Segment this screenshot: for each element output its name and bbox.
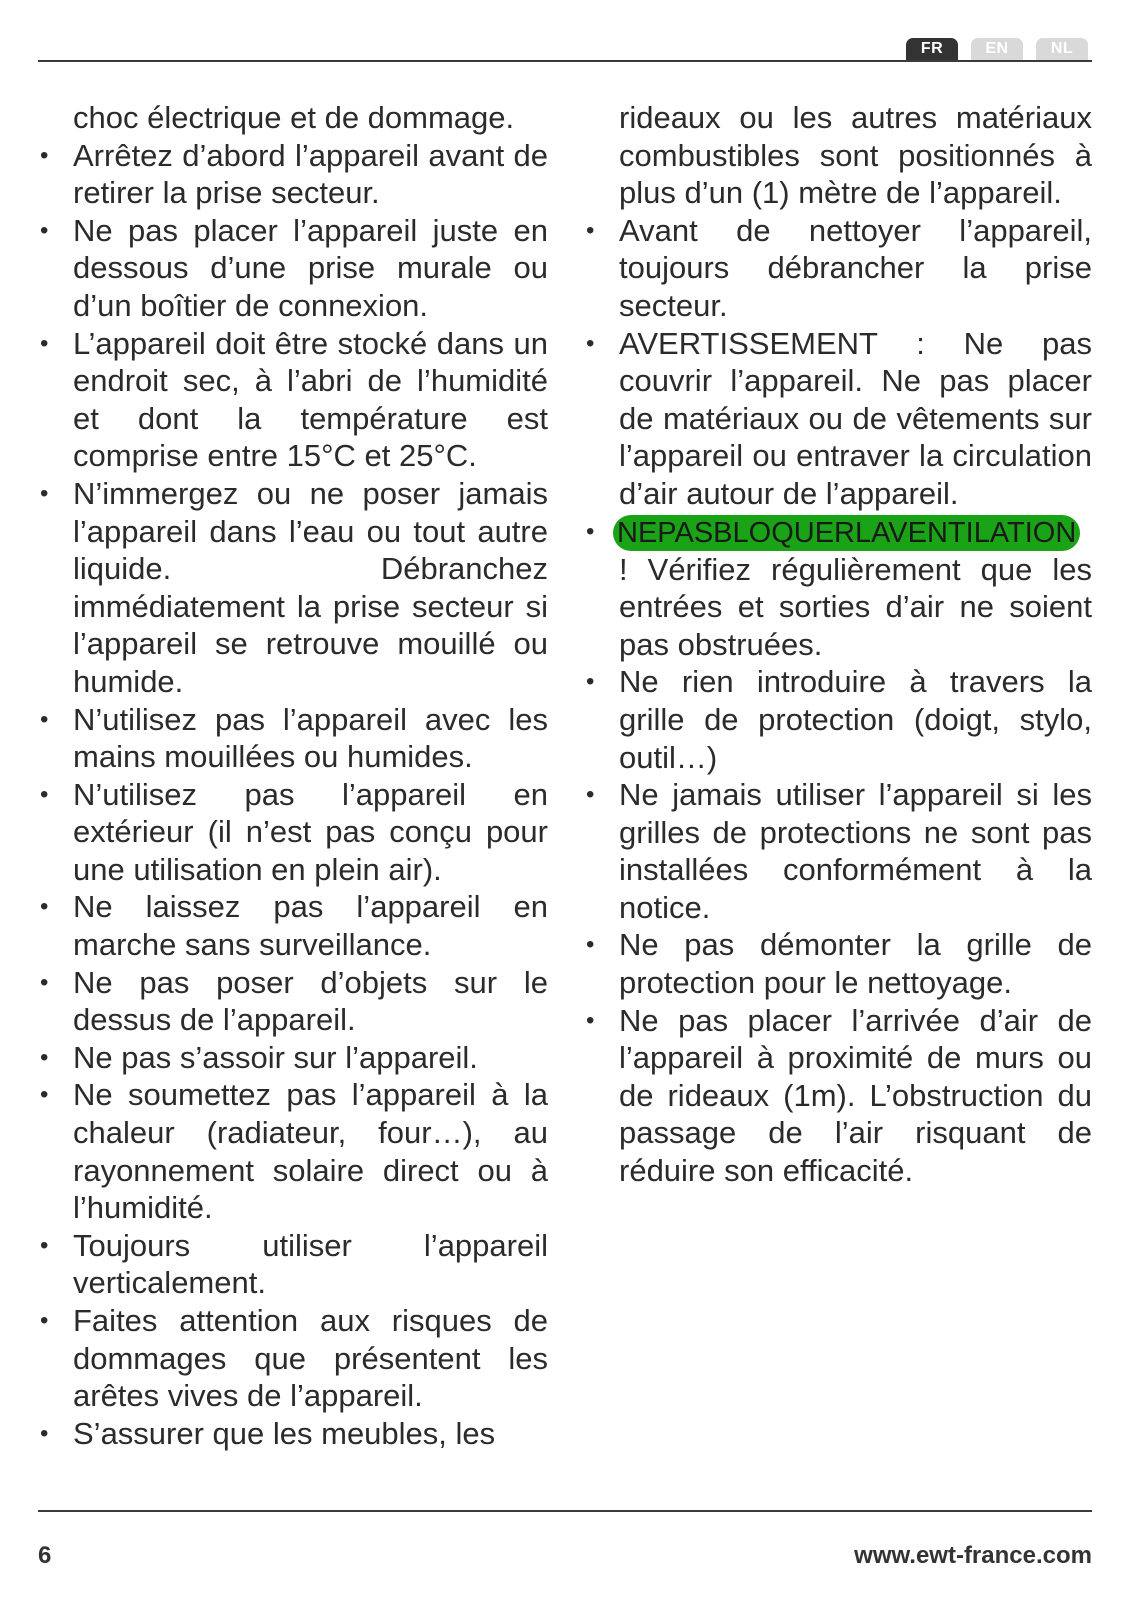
right-bullet-list xyxy=(584,212,1092,1190)
list-item: • N’utilisez pas l’appareil en extérieur (il n’est pas conçu pour une utilisation en plein air). xyxy=(38,776,548,889)
list-item: • AVERTISSEMENT : Ne pas couvrir l’appareil. Ne pas placer de matériaux ou de vêtements sur l’appareil ou entraver la circulation d’air autour de l’appareil. xyxy=(584,325,1092,513)
list-item: • Ne pas placer l’arrivée d’air de l’appareil à proximité de murs ou de rideaux (1m). L’obstruction du passage de l’air risquant de réduire son efficacité. xyxy=(584,1002,1092,1190)
ventilation-warning-text: ! Vérifiez régulièrement que les entrées et sorties d’air ne soient pas obstruées. xyxy=(619,551,1092,662)
left-continuation-text: choc électrique et de dommage. xyxy=(73,100,515,135)
list-item: • Ne rien introduire à travers la grille de protection (doigt, stylo, outil…) xyxy=(584,663,1092,776)
list-item: • Ne laissez pas l’appareil en marche sans surveillance. xyxy=(38,888,548,963)
list-item: • Avant de nettoyer l’appareil, toujours débrancher la prise secteur. xyxy=(584,212,1092,325)
list-item: • Arrêtez d’abord l’appareil avant de retirer la prise secteur. xyxy=(38,137,548,212)
left-bullet-list xyxy=(38,137,548,1453)
list-item: • Ne pas placer l’appareil juste en dessous d’une prise murale ou d’un boîtier de connexion. xyxy=(38,212,548,325)
footer-divider xyxy=(38,1510,1092,1512)
list-item: • Ne pas démonter la grille de protection pour le nettoyage. xyxy=(584,926,1092,1001)
left-column xyxy=(38,99,548,1452)
list-item: • N’utilisez pas l’appareil avec les mains mouillées ou humides. xyxy=(38,701,548,776)
ventilation-warning-highlight: NEPASBLOQUERLAVENTILATION xyxy=(613,515,1080,551)
right-column xyxy=(584,99,1092,1190)
list-item: • Ne jamais utiliser l’appareil si les grilles de protections ne sont pas installées conformément à la notice. xyxy=(584,776,1092,926)
page-number: 6 xyxy=(38,1542,52,1569)
list-item: • Ne soumettez pas l’appareil à la chaleur (radiateur, four…), au rayonnement solaire direct ou à l’humidité. xyxy=(38,1076,548,1226)
list-item: • Ne pas s’assoir sur l’appareil. xyxy=(38,1039,548,1077)
right-continuation-text: rideaux ou les autres matériaux combustibles sont positionnés à plus d’un (1) mètre de l’appareil. xyxy=(619,100,1092,211)
header-divider xyxy=(38,60,1092,62)
list-item: • S’assurer que les meubles, les xyxy=(38,1415,548,1453)
language-tabs xyxy=(906,38,1088,60)
list-item-highlighted xyxy=(584,513,1092,664)
language-tab-nl[interactable]: NL xyxy=(1036,38,1088,60)
website-link[interactable]: www.ewt-france.com xyxy=(854,1542,1092,1569)
list-item: • N’immergez ou ne poser jamais l’appareil dans l’eau ou tout autre liquide. Débranchez immédiatement la prise secteur si l’appareil se retrouve mouillé ou humide. xyxy=(38,475,548,701)
list-item: • L’appareil doit être stocké dans un endroit sec, à l’abri de l’humidité et dont la température est comprise entre 15°C et 25°C. xyxy=(38,325,548,475)
list-item: • Faites attention aux risques de dommages que présentent les arêtes vives de l’appareil. xyxy=(38,1302,548,1415)
language-tab-en[interactable]: EN xyxy=(971,38,1023,60)
list-item: • Ne pas poser d’objets sur le dessus de l’appareil. xyxy=(38,964,548,1039)
list-item: • Toujours utiliser l’appareil verticalement. xyxy=(38,1227,548,1302)
language-tab-fr[interactable]: FR xyxy=(906,38,958,60)
